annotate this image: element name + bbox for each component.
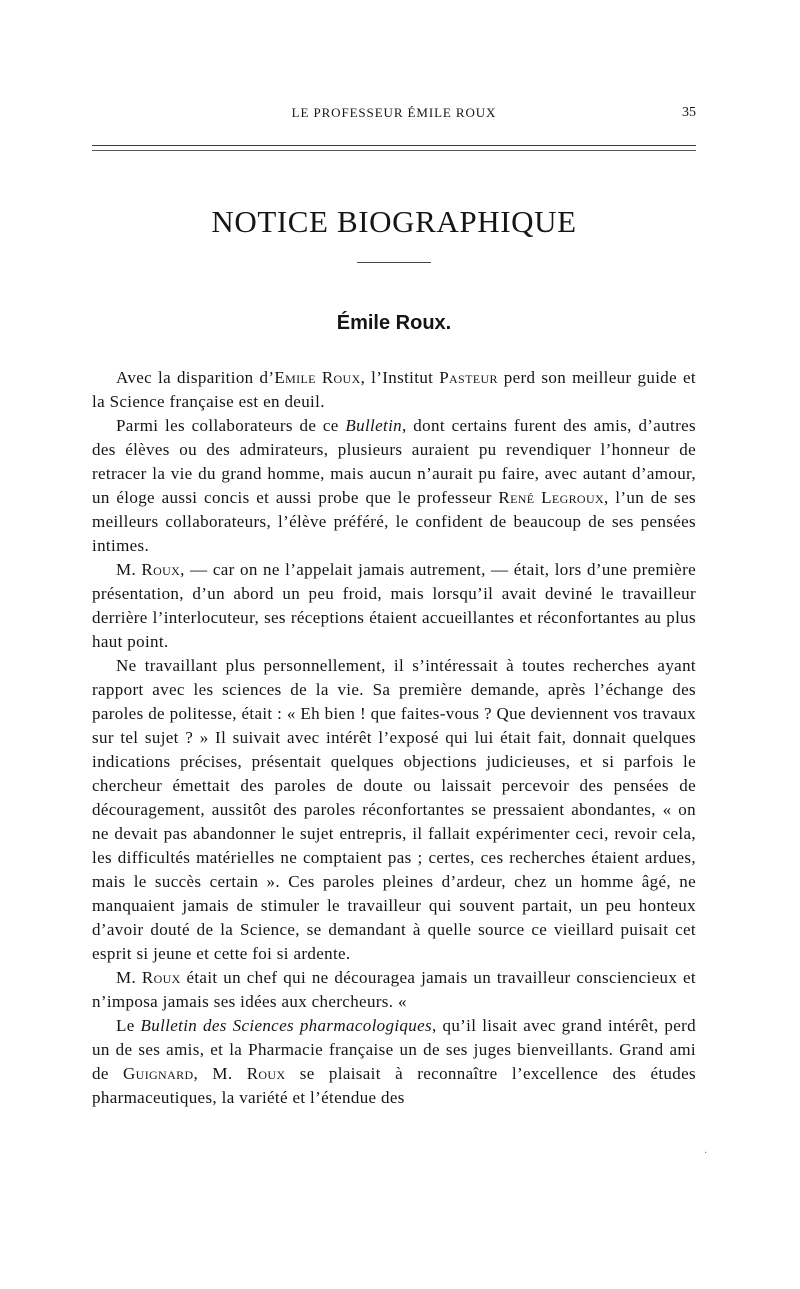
paragraph-6-name-guignard: Guignard (123, 1064, 194, 1083)
paragraph-2-name-rene-legroux: René Legroux (498, 488, 604, 507)
paragraph-5 (92, 966, 696, 1014)
paragraph-6-text-1: Le (116, 1016, 141, 1035)
paragraph-5-name-roux: Roux (141, 968, 181, 987)
paragraph-2-text-3: , l’un de ses meilleurs collaborateurs, l’élève préféré, le confident de beaucoup de ses pensées intimes. (92, 488, 697, 555)
paragraph-6-text-2: , qu’il lisait avec grand intérêt, perd un de ses amis, et la Pharmacie française un de ses juges bienveillants. Grand ami de (92, 1016, 696, 1083)
paragraph-1-text-3: perd son meilleur guide et la Science française est en deuil. (92, 368, 696, 411)
paragraph-1-text-2: , l’Institut (360, 368, 440, 387)
paragraph-2-text-1: Parmi les collaborateurs de ce (116, 416, 346, 435)
paragraph-2-text-2: , dont certains furent des amis, d’autres des élèves ou des admirateurs, plusieurs auraient pu revendiquer l’honneur de retracer la vie du grand homme, mais aucun n’aurait pu faire, avec autant d’amour, un éloge aussi concis et aussi probe que le professeur (92, 416, 696, 507)
running-head (92, 103, 696, 123)
paragraph-1-name-pasteur: Pasteur (439, 368, 498, 387)
paragraph-3-name-roux: Roux (141, 560, 181, 579)
paragraph-6-name-roux: Roux (246, 1064, 286, 1083)
article-body (92, 366, 696, 1110)
header-rule-upper (92, 145, 696, 146)
paragraph-3 (92, 558, 696, 654)
paragraph-1-name-emile-roux: Emile Roux (274, 368, 361, 387)
paragraph-3-text-2: , — car on ne l’appelait jamais autrement, — était, lors d’une première présentation, d’un abord un peu froid, mais lorsqu’il avait deviné le travailleur derrière l’interlocuteur, ses réceptions étaient accueillantes et réconfortantes au plus haut point. (92, 560, 696, 651)
subject-name: Émile Roux. (336, 312, 452, 334)
paragraph-5-text-1: M. (116, 968, 142, 987)
page-number: 35 (682, 105, 696, 120)
paragraph-4-text-1: Ne travaillant plus personnellement, il s’intéressait à toutes recherches ayant rapport avec les sciences de la vie. Sa première demande, après l’échange des paroles de politesse, était : « Eh bien ! que faites-vous ? Que deviennent vos travaux sur tel sujet ? » Il suivait avec intérêt l’exposé qui lui était fait, donnait quelques indications précises, présentait quelques objections judicieuses, et si parfois le chercheur émettait des paroles de doute ou laissait percevoir des pensées de découragement, aussitôt des paroles réconfortantes se pressaient abondantes, « on ne devait pas abandonner le sujet entrepris, il fallait expérimenter ceci, revoir cela, les difficultés matérielles ne comptaient pas ; certes, ces recherches étaient ardues, mais le succès certain ». Ces paroles pleines d’ardeur, chez un homme âgé, ne manquaient jamais de stimuler le travailleur qui souvent partait, un peu honteux d’avoir douté de la Science, se demandant à quelle source ce vieillard puisait cet esprit si jeune et cette foi si ardente. (92, 656, 696, 963)
paragraph-6-text-3: , M. (193, 1064, 247, 1083)
header-rule-lower (92, 150, 696, 151)
paragraph-6 (92, 1014, 696, 1110)
title-divider (357, 262, 431, 263)
paragraph-4 (92, 654, 696, 966)
print-speck: · (704, 1148, 708, 1159)
notice-title: NOTICE BIOGRAPHIQUE (211, 204, 577, 239)
paragraph-1-text-1: Avec la disparition d’ (116, 368, 275, 387)
paragraph-6-text-4: se plaisait à reconnaître l’excellence des études pharmaceutiques, la variété et l’étendue des (92, 1064, 696, 1107)
running-title: LE PROFESSEUR ÉMILE ROUX (291, 105, 497, 120)
paragraph-5-text-2: était un chef qui ne découragea jamais un travailleur consciencieux et n’imposa jamais ses idées aux chercheurs. « (92, 968, 696, 1011)
paragraph-6-italic-journal: Bulletin des Sciences pharmacologiques (140, 1016, 432, 1035)
paragraph-2 (92, 414, 696, 558)
paragraph-1 (92, 366, 696, 414)
paragraph-2-italic-bulletin: Bulletin (345, 416, 403, 435)
paragraph-3-text-1: M. (116, 560, 142, 579)
